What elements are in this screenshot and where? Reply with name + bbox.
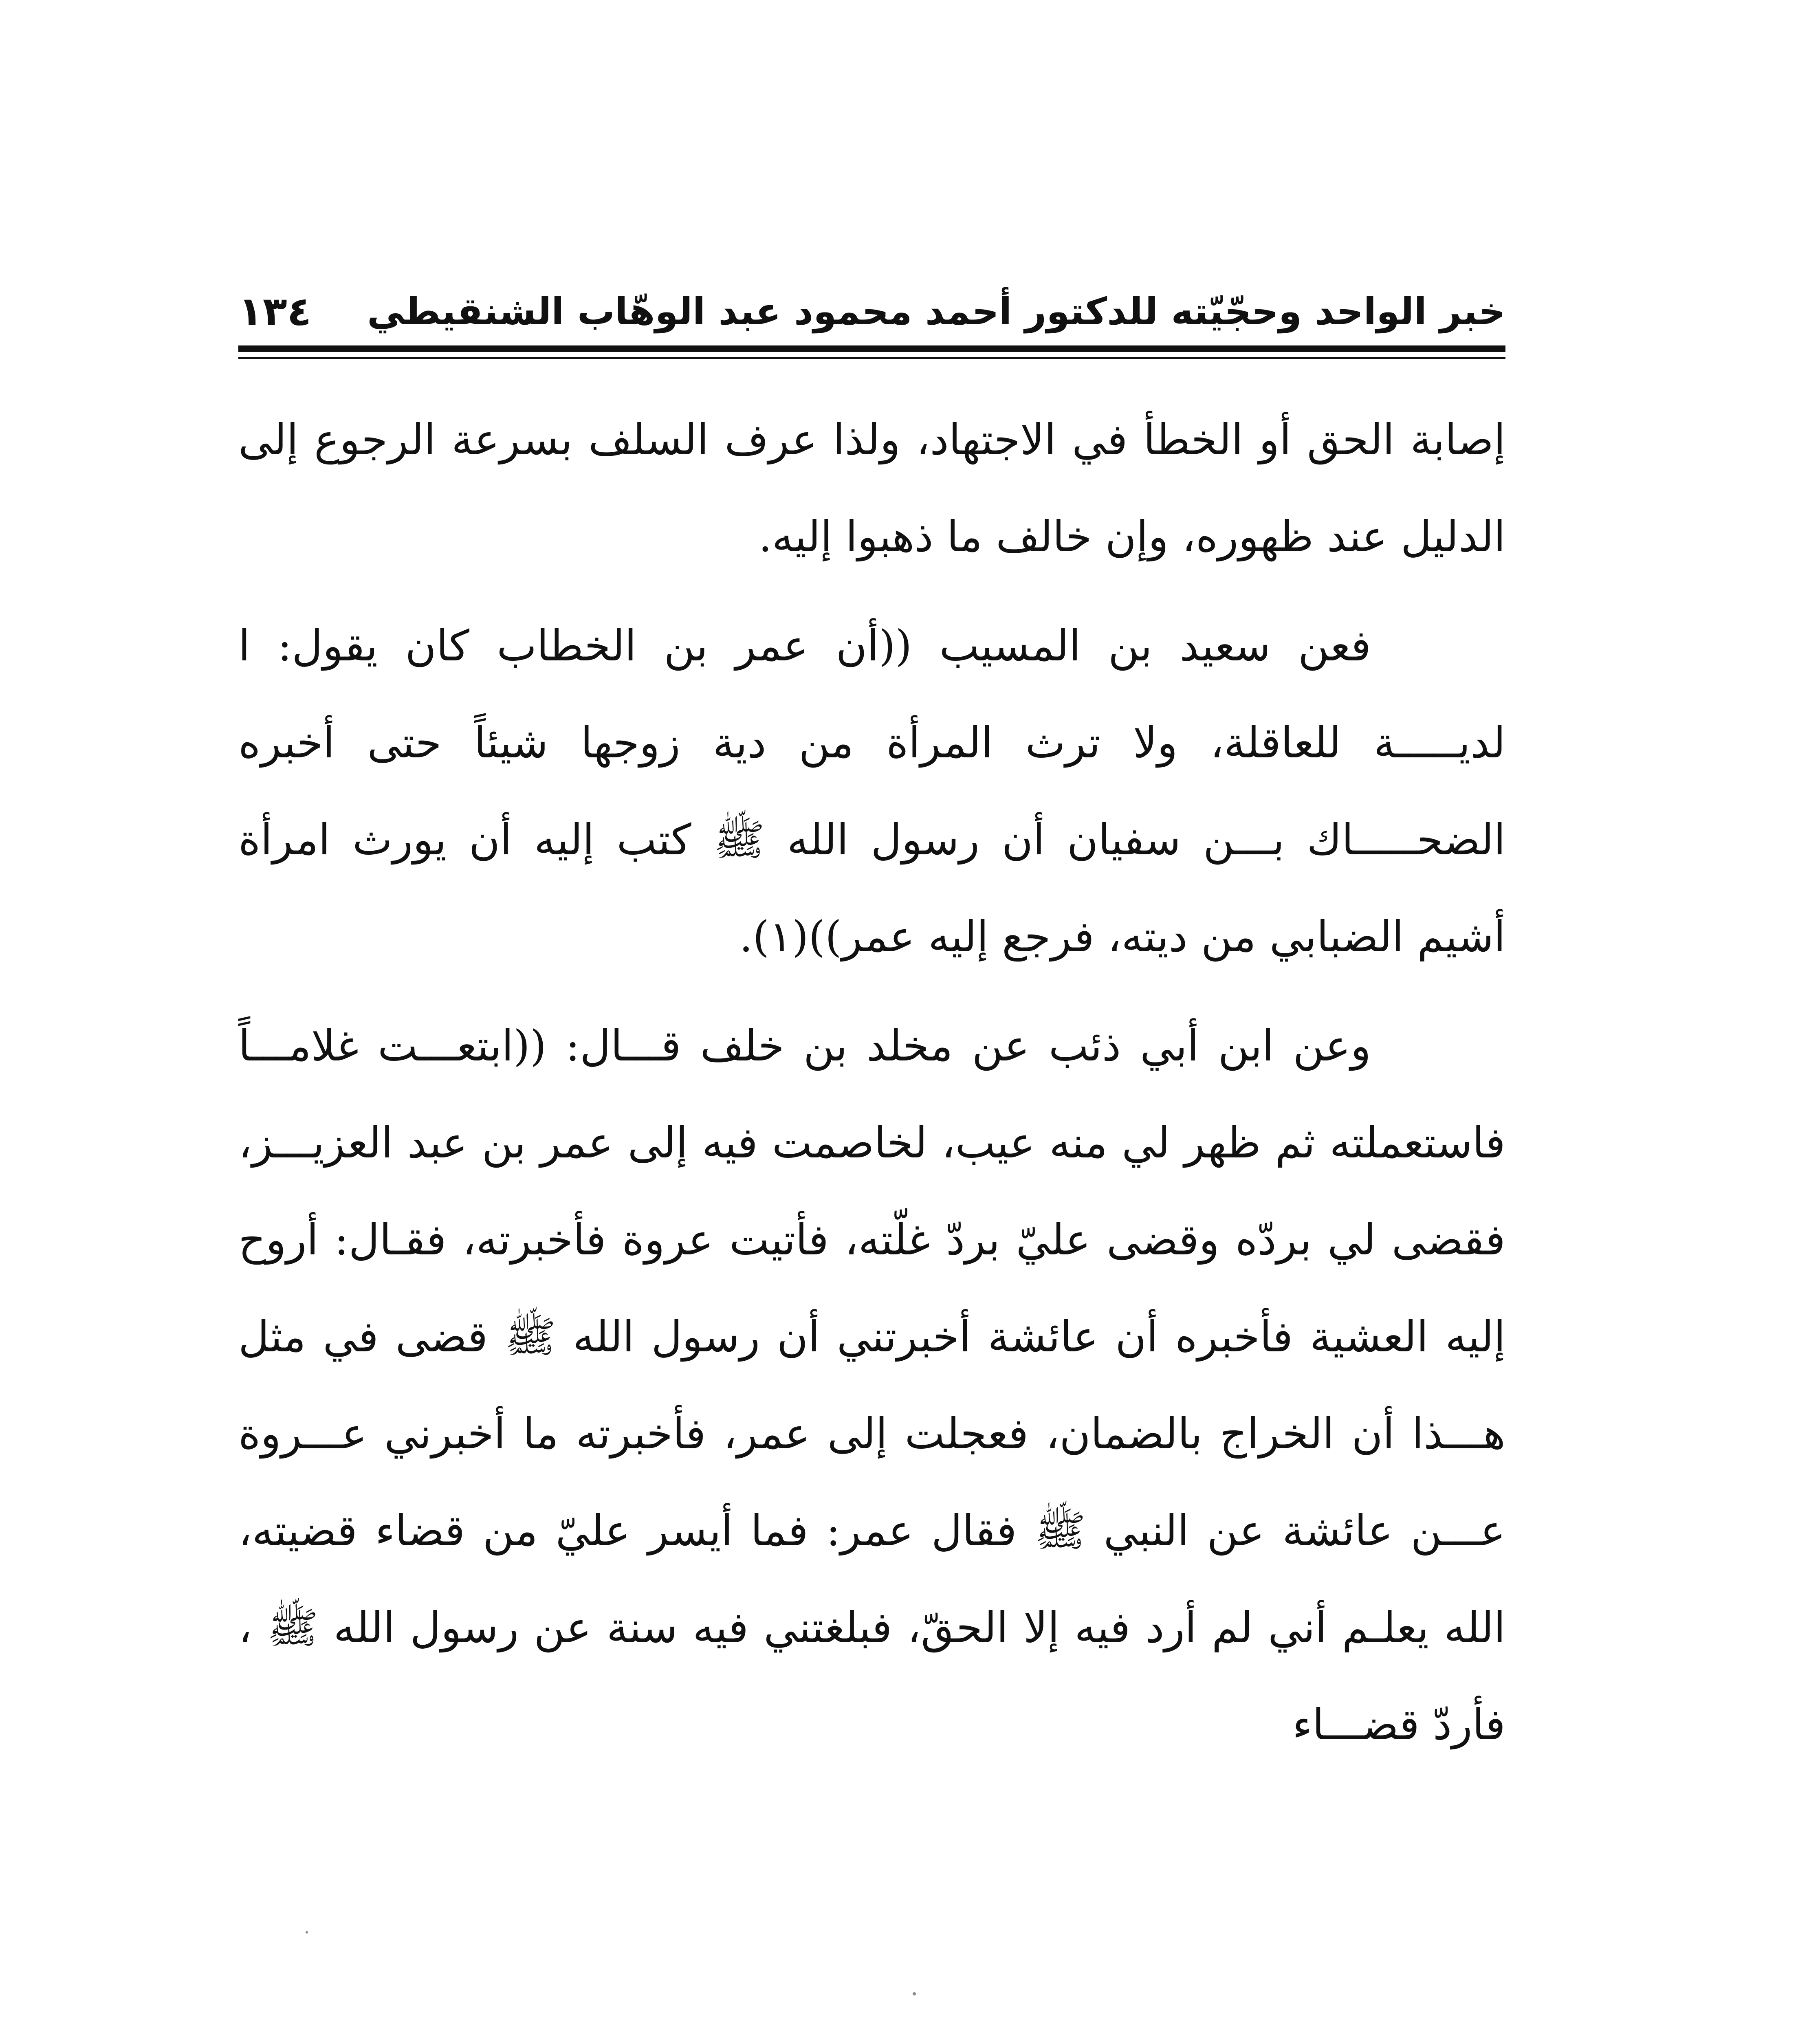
main-text: [238, 391, 1505, 1773]
page-number: ١٣٤: [238, 288, 312, 335]
header-title: خبر الواحد وحجّيّته للدكتور أحمد محمود عبد الوهّاب الشنقيطي: [367, 290, 1505, 333]
scan-speck: [306, 1931, 308, 1934]
header-rule-thick: [238, 345, 1505, 352]
scan-speck: [913, 1992, 916, 1995]
running-header: [238, 285, 1505, 338]
paragraph-1: إصابة الحق أو الخطأ في الاجتهاد، ولذا عرف السلف بسرعة الرجوع إلى الدليل عند ظهوره، وإن خالف ما ذهبوا إليه.: [238, 415, 1505, 561]
paragraph-3: وعن ابن أبي ذئب عن مخلد بن خلف قـــال: ((ابتعـــت غلامـــاً فاستعملته ثم ظهر لي منه عيب، لخاصمت فيه إلى عمر بن عبد العزيـــز، فقضى لي بردّه وقضى عليّ بردّ غلّته، فأتيت عروة فأخبرته، فقـال: أروح إليه العشية فأخبره أن عائشة أخبرتني أن رسول الله ﷺ قضى في مثل هـــذا أن الخراج بالضمان، فعجلت إلى عمر، فأخبرته ما أخبرني عـــروة عـــن عائشة عن النبي ﷺ فقال عمر: فما أيسر عليّ من قضاء قضيته، الله يعلـم أني لم أرد فيه إلا الحقّ، فبلغتني فيه سنة عن رسول الله ﷺ ، فأردّ قضـــاء: [238, 1021, 1505, 1749]
header-rule-thin: [238, 357, 1505, 359]
paragraph-2: فعن سعيد بن المسيب ((أن عمر بن الخطاب كان يقول: ا لديـــــة للعاقلة، ولا ترث المرأة من دية زوجها شيئاً حتى أخبره الضحـــــاك بـــن سفيان أن رسول الله ﷺ كتب إليه أن يورث امرأة أشيم الضبابي من ديته، فرجع إليه عمر))(١).: [238, 621, 1505, 961]
